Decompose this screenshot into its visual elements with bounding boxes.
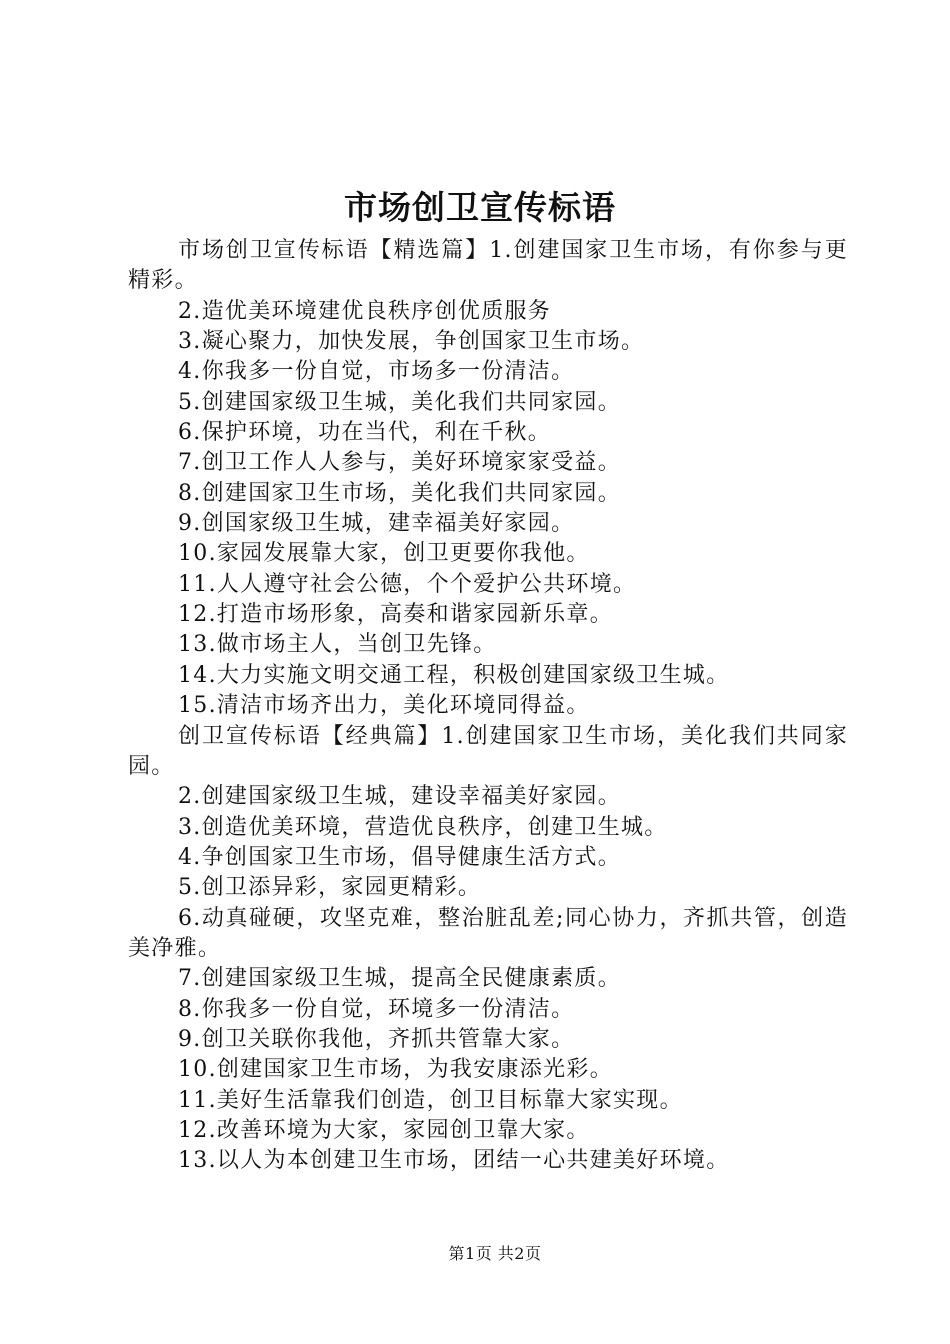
document-body bbox=[128, 236, 848, 1177]
paragraph-8: 8.创建国家卫生市场，美化我们共同家园。 bbox=[178, 480, 621, 506]
paragraph-23: 8.你我多一份自觉，环境多一份清洁。 bbox=[178, 996, 575, 1022]
paragraph-15: 15.清洁市场齐出力，美化环境同得益。 bbox=[178, 693, 590, 719]
paragraph-21: 6.动真碰硬，攻坚克难，整治脏乱差;同心协力，齐抓共管，创造美净雅。 bbox=[128, 905, 848, 961]
paragraph-28: 13.以人为本创建卫生市场，团结一心共建美好环境。 bbox=[178, 1148, 730, 1174]
paragraph-11: 11.人人遵守社会公德，个个爱护公共环境。 bbox=[178, 571, 637, 597]
paragraph-24: 9.创卫关联你我他，齐抓共管靠大家。 bbox=[178, 1026, 575, 1052]
paragraph-25: 10.创建国家卫生市场，为我安康添光彩。 bbox=[178, 1057, 613, 1083]
paragraph-4: 4.你我多一份自觉，市场多一份清洁。 bbox=[178, 359, 575, 385]
paragraph-18: 3.创造优美环境，营造优良秩序，创建卫生城。 bbox=[178, 814, 668, 840]
paragraph-22: 7.创建国家级卫生城，提高全民健康素质。 bbox=[178, 966, 621, 992]
paragraph-5: 5.创建国家级卫生城，美化我们共同家园。 bbox=[178, 389, 621, 415]
paragraph-17: 2.创建国家级卫生城，建设幸福美好家园。 bbox=[178, 784, 621, 810]
paragraph-27: 12.改善环境为大家，家园创卫靠大家。 bbox=[178, 1117, 590, 1143]
paragraph-19: 4.争创国家卫生市场，倡导健康生活方式。 bbox=[178, 844, 621, 870]
paragraph-6: 6.保护环境，功在当代，利在千秋。 bbox=[178, 420, 552, 446]
paragraph-26: 11.美好生活靠我们创造，创卫目标靠大家实现。 bbox=[178, 1087, 683, 1113]
paragraph-3: 3.凝心聚力，加快发展，争创国家卫生市场。 bbox=[178, 329, 645, 355]
paragraph-13: 13.做市场主人，当创卫先锋。 bbox=[178, 632, 497, 658]
paragraph-2: 2.造优美环境建优良秩序创优质服务 bbox=[178, 298, 552, 324]
paragraph-14: 14.大力实施文明交通工程，积极创建国家级卫生城。 bbox=[178, 662, 730, 688]
paragraph-1: 市场创卫宣传标语【精选篇】1.创建国家卫生市场，有你参与更精彩。 bbox=[128, 238, 848, 294]
paragraph-9: 9.创国家级卫生城，建幸福美好家园。 bbox=[178, 511, 575, 537]
page-footer: 第1页 共2页 bbox=[448, 1244, 542, 1263]
paragraph-12: 12.打造市场形象，高奏和谐家园新乐章。 bbox=[178, 602, 613, 628]
paragraph-16: 创卫宣传标语【经典篇】1.创建国家卫生市场，美化我们共同家园。 bbox=[128, 723, 848, 779]
paragraph-10: 10.家园发展靠大家，创卫更要你我他。 bbox=[178, 541, 590, 567]
paragraph-7: 7.创卫工作人人参与，美好环境家家受益。 bbox=[178, 450, 621, 476]
paragraph-20: 5.创卫添异彩，家园更精彩。 bbox=[178, 875, 482, 901]
document-title: 市场创卫宣传标语 bbox=[344, 188, 616, 227]
